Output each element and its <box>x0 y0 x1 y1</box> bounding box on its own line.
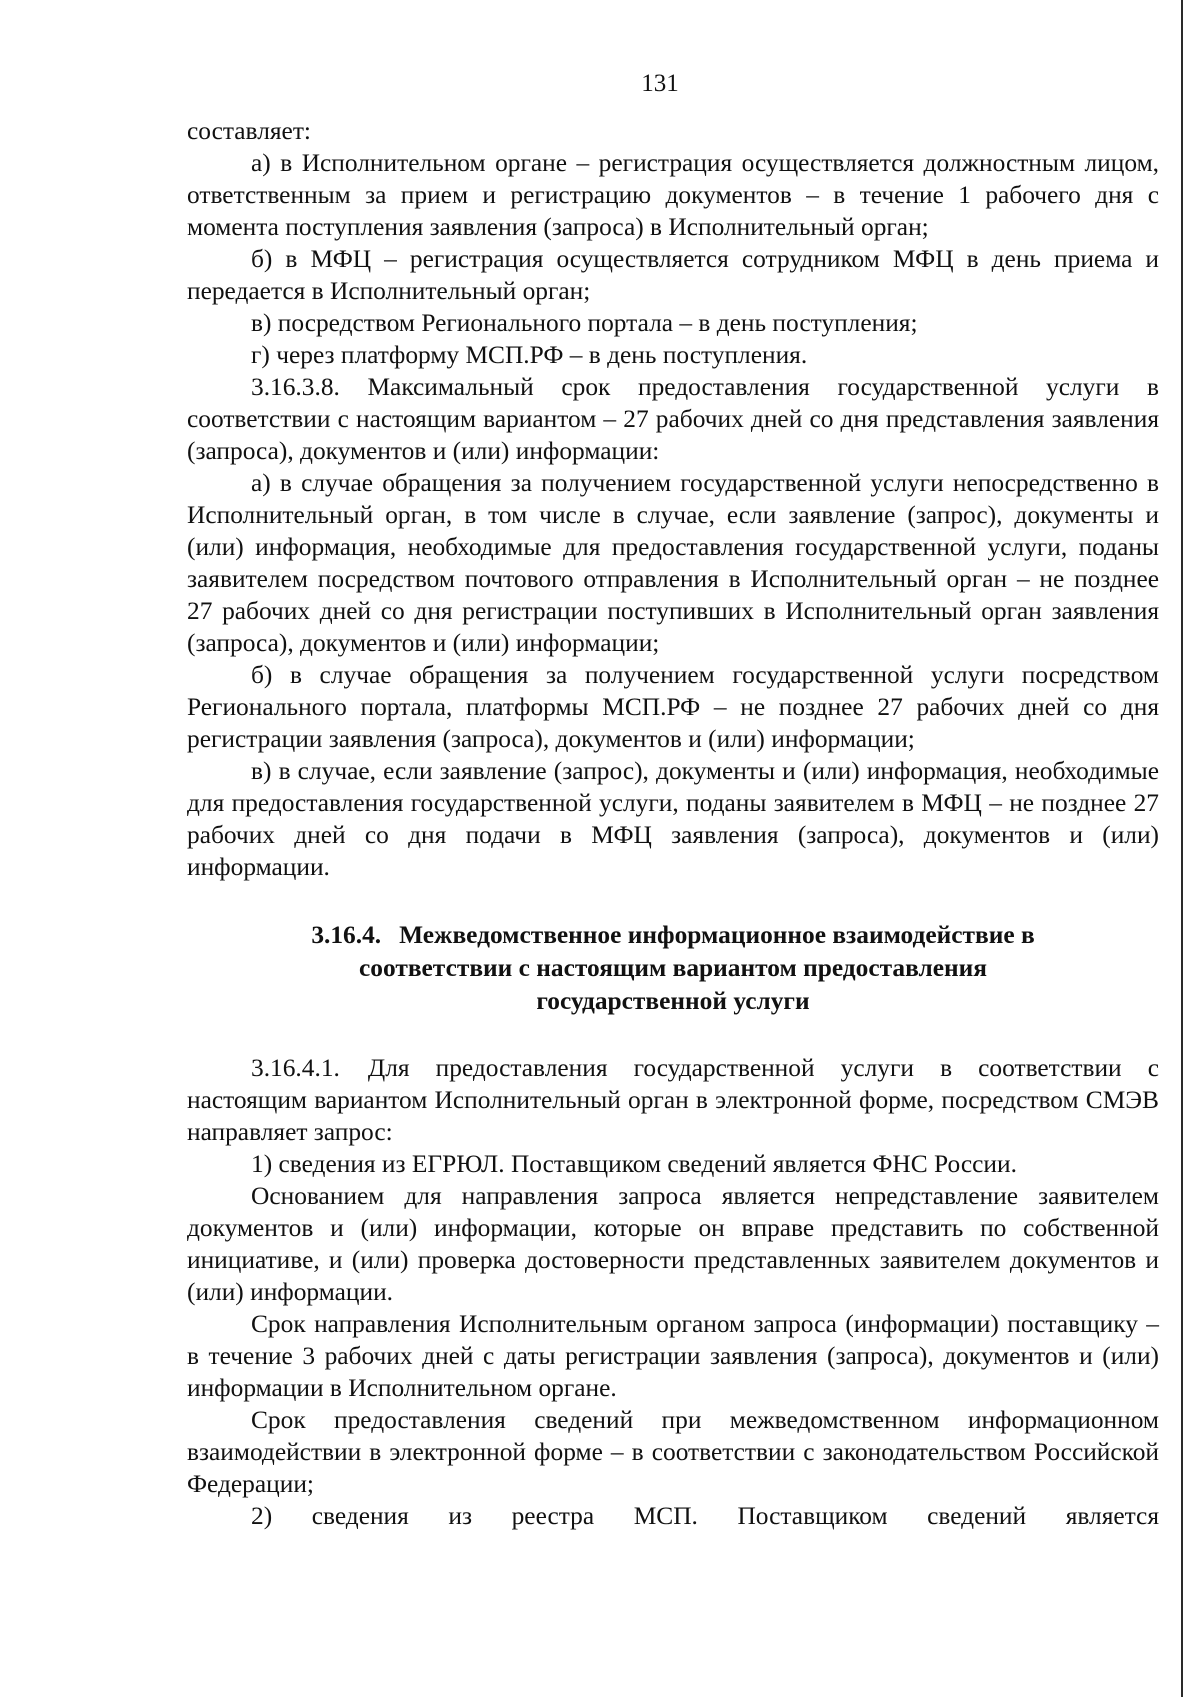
section-title-line-1: Межведомственное информационное взаимодействие в <box>399 921 1035 949</box>
clause-paragraph <box>187 1052 1159 1148</box>
max-term-item-c: в) в случае, если заявление (запрос), документы и (или) информация, необходимые для предоставления государственной услуги, поданы заявителем в МФЦ – не позднее 27 рабочих дней со дня подачи в МФЦ заявления (запроса), документов и (или) информации. <box>187 757 1159 881</box>
document-body <box>187 115 1159 1532</box>
request-item-1: 1) сведения из ЕГРЮЛ. Поставщиком сведений является ФНС России. <box>251 1150 1017 1178</box>
reg-item-b: б) в МФЦ – регистрация осуществляется сотрудником МФЦ в день приема и передается в Исполнительный орган; <box>187 245 1159 305</box>
max-term-item-a: а) в случае обращения за получением государственной услуги непосредственно в Исполнительный орган, в том числе в случае, если заявление (запрос), документы и (или) информация, необходимые для предоставления государственной услуги, поданы заявителем посредством почтового отправления в Исполнительный орган – не позднее 27 рабочих дней со дня регистрации поступивших в Исполнительный орган заявления (запроса), документов и (или) информации; <box>187 469 1159 657</box>
clause-number: 3.16.4.1. <box>251 1054 340 1082</box>
clause-text: Для предоставления государственной услуги в соответствии с настоящим вариантом Исполнительный орган в электронной форме, посредством СМЭВ направляет запрос: <box>187 1054 1159 1146</box>
max-term-paragraph: 3.16.3.8. Максимальный срок предоставления государственной услуги в соответствии с настоящим вариантом – 27 рабочих дней со дня представления заявления (запроса), документов и (или) информации: <box>187 373 1159 465</box>
provide-term-paragraph: Срок предоставления сведений при межведомственном информационном взаимодействии в электронной форме – в соответствии с законодательством Российской Федерации; <box>187 1406 1159 1498</box>
page-edge-line <box>1181 0 1183 1697</box>
section-heading <box>187 919 1159 1018</box>
intro-text: составляет: <box>187 117 311 145</box>
max-term-item-b: б) в случае обращения за получением государственной услуги посредством Регионального портала, платформы МСП.РФ – не позднее 27 рабочих дней со дня регистрации заявления (запроса), документов и (или) информации; <box>187 661 1159 753</box>
request-item-2: 2) сведения из реестра МСП. Поставщиком сведений является <box>251 1502 1159 1530</box>
reg-item-c: в) посредством Регионального портала – в день поступления; <box>251 309 918 337</box>
section-number: 3.16.4. <box>311 921 382 949</box>
page-number: 131 <box>641 70 679 97</box>
basis-paragraph: Основанием для направления запроса является непредставление заявителем документов и (или) информации, которые он вправе представить по собственной инициативе, и (или) проверка достоверности представленных заявителем документов и (или) информации. <box>187 1182 1159 1306</box>
reg-item-d: г) через платформу МСП.РФ – в день поступления. <box>251 341 808 369</box>
reg-item-a: а) в Исполнительном органе – регистрация осуществляется должностным лицом, ответственным за прием и регистрацию документов – в течение 1 рабочего дня с момента поступления заявления (запроса) в Исполнительный орган; <box>187 149 1159 241</box>
send-term-paragraph: Срок направления Исполнительным органом запроса (информации) поставщику – в течение 3 рабочих дней с даты регистрации заявления (запроса), документов и (или) информации в Исполнительном органе. <box>187 1310 1159 1402</box>
section-title-line-2: соответствии с настоящим вариантом предоставления <box>359 954 987 982</box>
section-title-line-3: государственной услуги <box>536 987 810 1015</box>
